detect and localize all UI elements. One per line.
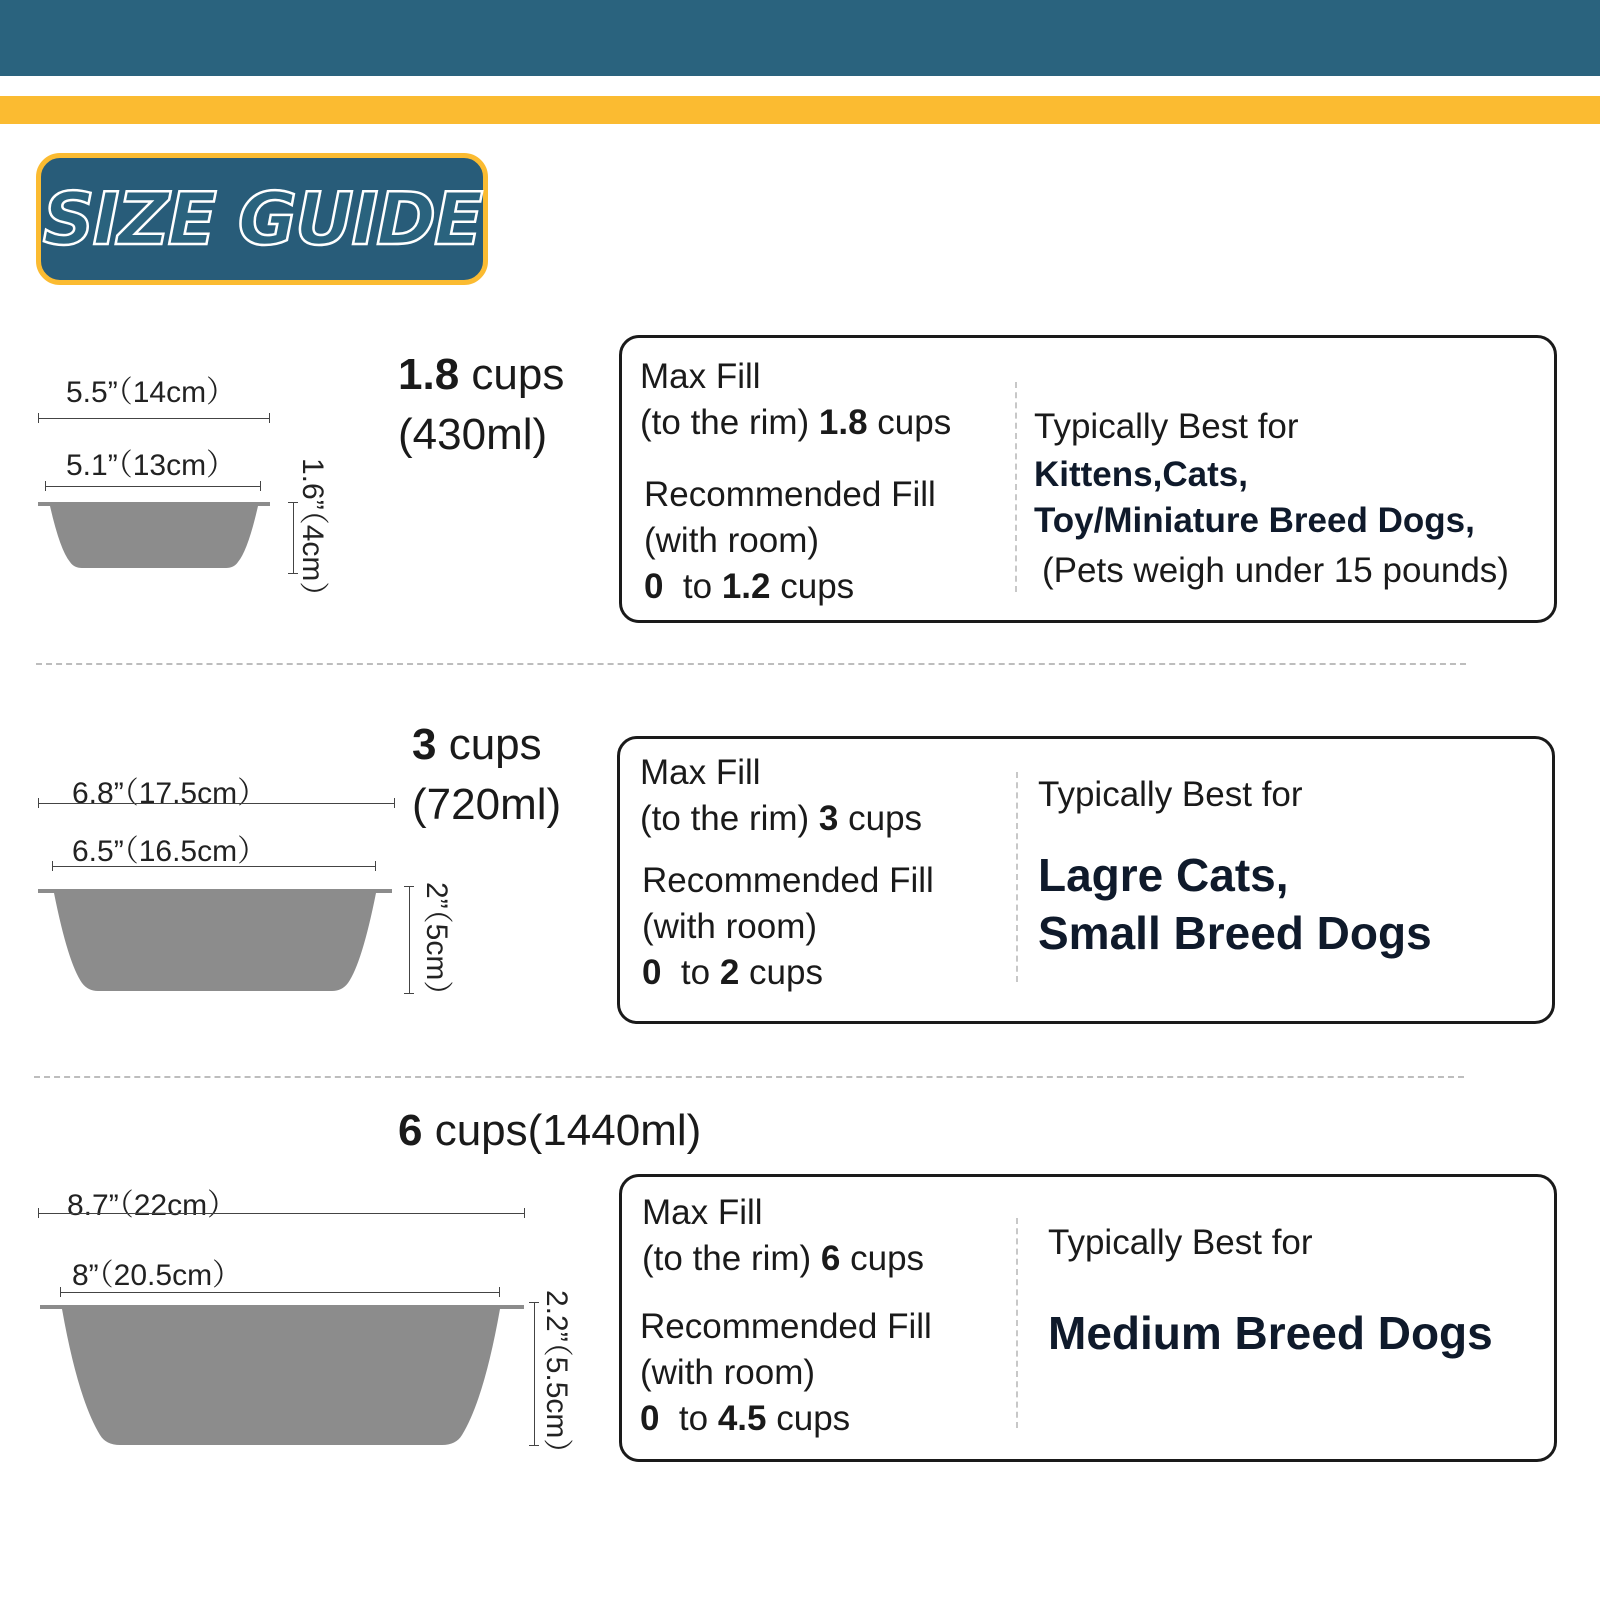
- best-for-label: Typically Best for: [1034, 407, 1299, 446]
- outer-width-label: 6.8”（17.5cm）: [72, 777, 268, 810]
- outer-width-line: [38, 418, 270, 419]
- inner-width-label: 5.1”（13cm）: [66, 449, 237, 482]
- capacity-ml: (430ml): [398, 410, 548, 459]
- outer-width-label: 8.7”（22cm）: [67, 1189, 238, 1222]
- height-line: [409, 886, 410, 994]
- recommended-fill-range: 0 to 2 cups: [642, 953, 823, 992]
- max-fill-label: Max Fill: [640, 357, 761, 396]
- best-for-line: Toy/Miniature Breed Dogs,: [1034, 501, 1475, 540]
- recommended-fill-label: Recommended Fill: [642, 861, 934, 900]
- best-for-line: Small Breed Dogs: [1038, 907, 1432, 959]
- inner-width-line: [60, 1292, 500, 1293]
- inner-width-label: 6.5”（16.5cm）: [72, 835, 268, 868]
- card-divider: [1016, 1218, 1018, 1428]
- recommended-fill-label: Recommended Fill: [644, 475, 936, 514]
- capacity-cups: 3 cups: [412, 720, 542, 769]
- best-for-note: (Pets weigh under 15 pounds): [1042, 551, 1509, 590]
- best-for-line: Medium Breed Dogs: [1048, 1307, 1493, 1359]
- capacity-cups: 1.8 cups: [398, 350, 565, 399]
- best-for-line: Kittens,Cats,: [1034, 455, 1248, 494]
- accent-stripe: [0, 96, 1600, 124]
- max-fill-label: Max Fill: [640, 753, 761, 792]
- best-for-label: Typically Best for: [1038, 775, 1303, 814]
- recommended-fill-label: Recommended Fill: [640, 1307, 932, 1346]
- max-fill-value: (to the rim) 3 cups: [640, 799, 923, 838]
- capacity-line: 6 cups(1440ml): [398, 1106, 702, 1155]
- page-title: SIZE GUIDE: [42, 177, 482, 261]
- outer-width-line: [38, 803, 395, 804]
- recommended-fill-note: (with room): [640, 1353, 816, 1392]
- card-divider: [1015, 382, 1017, 592]
- outer-width-line: [38, 1213, 525, 1214]
- bowl-large-icon: [38, 1301, 526, 1449]
- height-label: 2.2”（5.5cm）: [540, 1290, 573, 1469]
- recommended-fill-range: 0 to 1.2 cups: [644, 567, 855, 606]
- max-fill-value: (to the rim) 1.8 cups: [640, 403, 952, 442]
- max-fill-value: (to the rim) 6 cups: [642, 1239, 925, 1278]
- bowl-medium-icon: [36, 885, 394, 995]
- recommended-fill-note: (with room): [644, 521, 820, 560]
- recommended-fill-range: 0 to 4.5 cups: [640, 1399, 851, 1438]
- card-divider: [1016, 772, 1018, 982]
- top-banner: [0, 0, 1600, 76]
- capacity-ml: (720ml): [412, 780, 562, 829]
- section-separator: [36, 663, 1466, 665]
- bowl-small-icon: [36, 498, 272, 572]
- inner-width-label: 8”（20.5cm）: [72, 1259, 243, 1292]
- recommended-fill-note: (with room): [642, 907, 818, 946]
- height-label: 1.6”（4cm）: [296, 458, 329, 612]
- height-label: 2”（5cm）: [420, 882, 453, 1011]
- inner-width-line: [52, 866, 376, 867]
- best-for-label: Typically Best for: [1048, 1223, 1313, 1262]
- height-line: [534, 1302, 535, 1446]
- outer-width-label: 5.5”（14cm）: [66, 376, 237, 409]
- best-for-line: Lagre Cats,: [1038, 849, 1289, 901]
- size-guide-badge: [36, 153, 488, 285]
- max-fill-label: Max Fill: [642, 1193, 763, 1232]
- inner-width-line: [45, 486, 261, 487]
- section-separator: [34, 1076, 1464, 1078]
